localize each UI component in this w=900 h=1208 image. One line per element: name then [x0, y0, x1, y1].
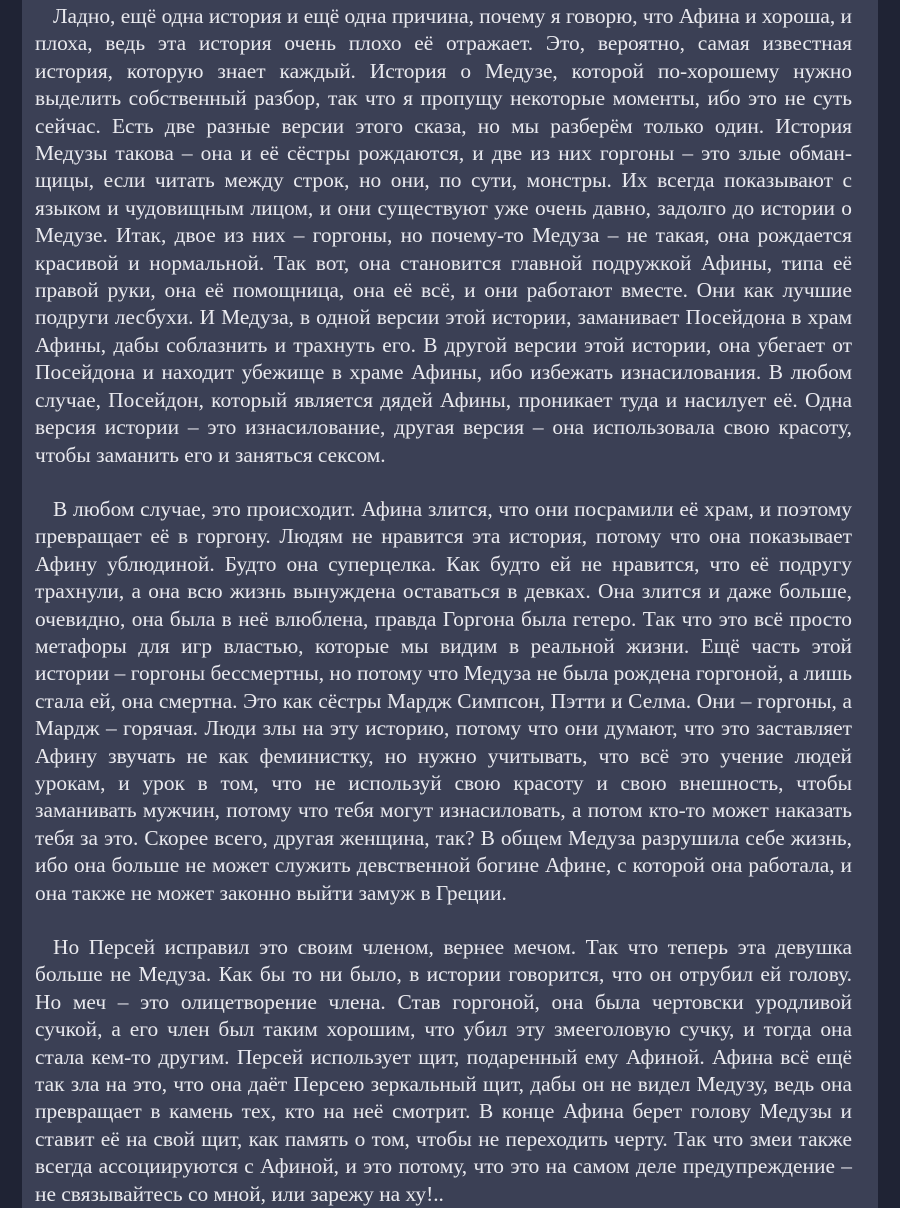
paragraph-3: Но Персей исправил это своим членом, вернее мечом. Так что теперь эта девушка больше не Медуза. Как бы то ни было, в истории говорится, что он отрубил ей голову. Но меч – это олицетворение члена. Став горгоной, она была чертовски уродливой сучкой, а его член был таким хорошим, что убил эту змееголовую сучку, и тогда она стала кем-то другим. Персей использует щит, подаренный ему Афиной. Афина всё ещё так зла на это, что она даёт Персею зеркальный щит, дабы он не видел Медузу, ведь она превращает в камень тех, кто на неё смотрит. В конце Афина берет голову Медузы и ставит её на свой щит, как память о том, чтобы не переходить черту. Так что змеи также всегда ассоциируются с Афиной, и это потому, что это на самом деле предупреждение – не связывайтесь со мной, или зарежу на ху!.. [35, 935, 852, 1206]
text-page [22, 0, 878, 1208]
paragraph-2: В любом случае, это происходит. Афина злится, что они посрамили её храм, и поэтому превращает её в горгону. Людям не нравится эта история, потому что она показывает Афину ублюдиной. Будто она суперцелка. Как будто ей не нравится, что её подругу трахнули, а она всю жизнь вынуждена оставаться в девках. Она злится и даже больше, очевидно, она была в неё влюблена, правда Горгона была гетеро. Так что это всё просто метафоры для игр властью, которые мы видим в реальной жизни. Ещё часть этой истории – горгоны бессмертны, но потому что Медуза не была рождена горгоной, а лишь стала ей, она смертна. Это как сёстры Мардж Симпсон, Пэтти и Селма. Они – горгоны, а Мардж – горячая. Люди злы на эту историю, потому что они думают, что это заставляет Афину звучать не как феминистку, но нужно учитывать, что всё это учение людей урокам, и урок в том, что не используй свою красоту и свою внешность, чтобы заманивать мужчин, потому что тебя могут изнасиловать, а потом кто-то может наказать тебя за это. Скорее всего, другая женщина, так? В общем Медуза разрушила себе жизнь, ибо она больше не может служить девственной богине Афине, с которой она работала, и она также не может законно выйти замуж в Греции. [35, 496, 852, 905]
paragraph-1: Ладно, ещё одна история и ещё одна причина, почему я говорю, что Афина и хороша, и плоха, ведь эта история очень плохо её отражает. Это, вероятно, самая известная история, которую знает каждый. История о Медузе, которой по-хорошему нужно выделить собственный разбор, так что я пропущу некоторые моменты, ибо это не суть сейчас. Есть две разные версии этого сказа, но мы разберём только один. История Медузы такова – она и её сёстры рождаются, и две из них горгоны – это злые обманщицы, если читать между строк, но они, по сути, монстры. Их всегда показывают с языком и чудовищным лицом, и они существуют уже очень давно, задолго до истории о Медузе. Итак, двое из них – горгоны, но почему-то Медуза – не такая, она рождается красивой и нормальной. Так вот, она становится главной подружкой Афины, типа её правой руки, она её помощница, она её всё, и они работают вместе. Они как лучшие подруги лесбухи. И Медуза, в одной версии этой истории, заманивает Посейдона в храм Афины, дабы соблазнить и трахнуть его. В другой версии этой истории, она убегает от Посейдона и находит убежище в храме Афины, ибо избежать изнасилования. В любом случае, Посейдон, который является дядей Афины, проникает туда и насилует её. Одна версия истории – это изнасилование, другая версия – она использовала свою красоту, чтобы заманить его и заняться сексом. [35, 4, 852, 467]
